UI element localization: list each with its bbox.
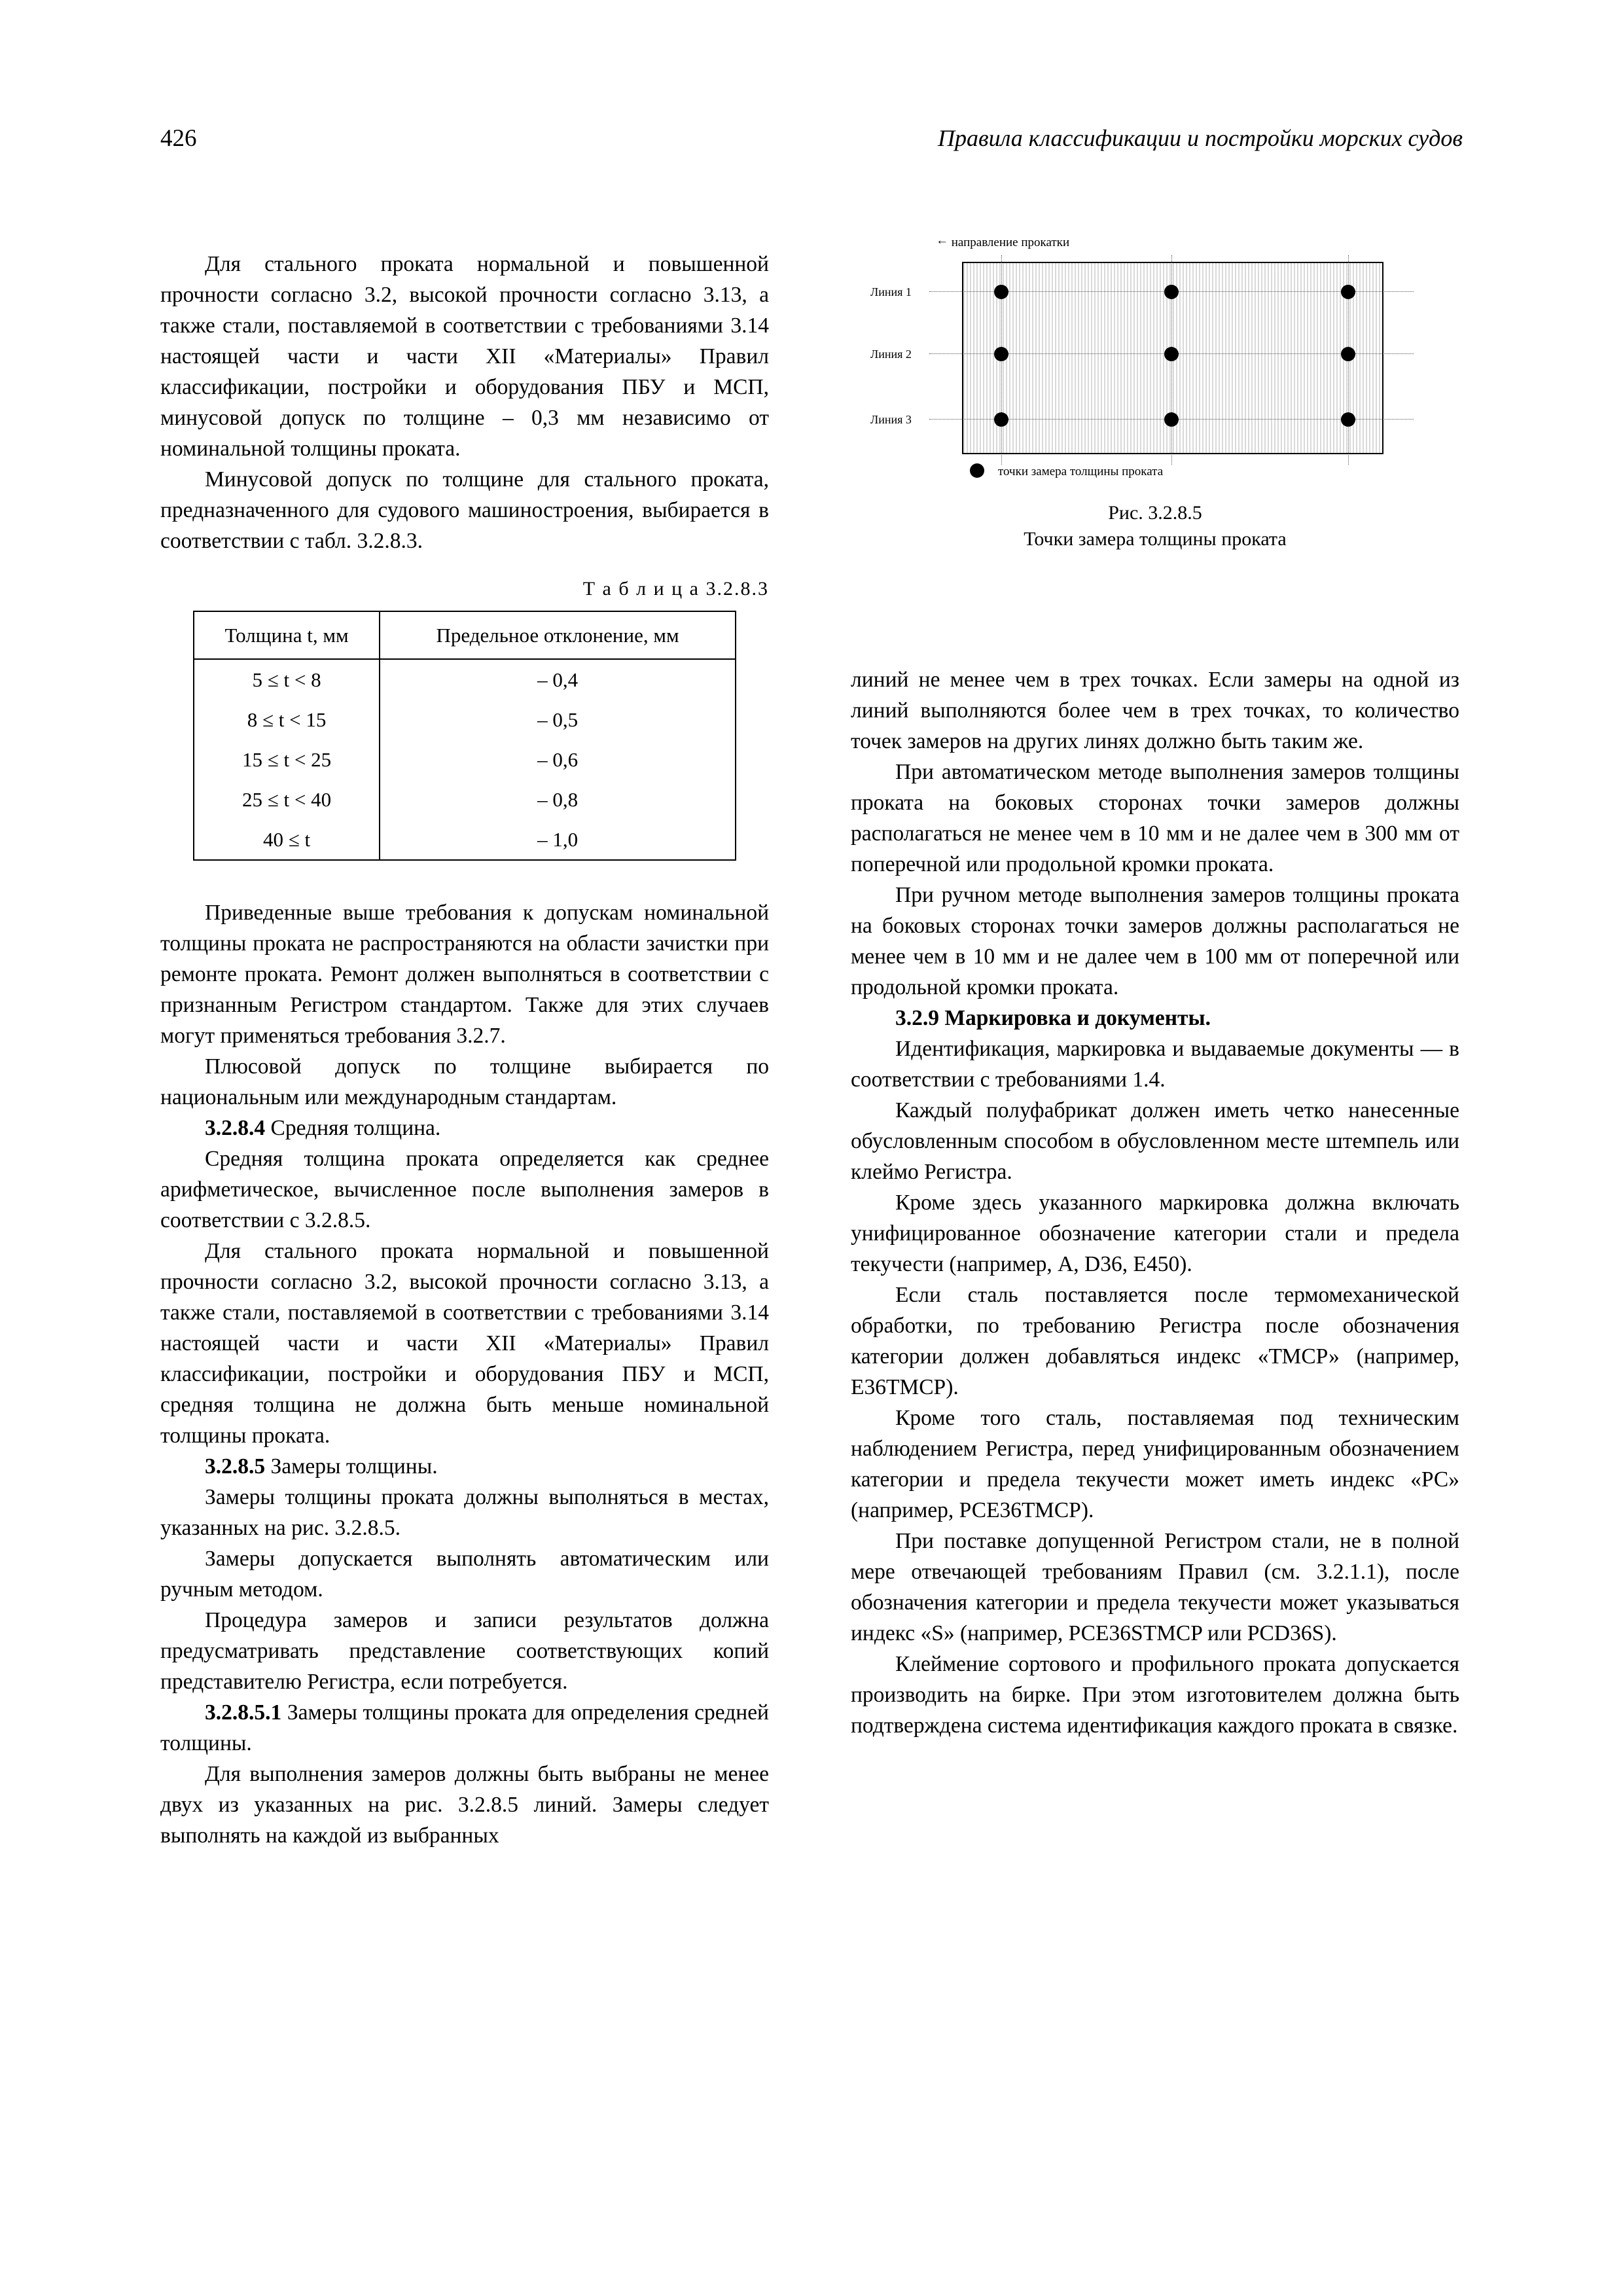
paragraph: Процедура замеров и записи результатов должна предусматривать представление соответствующих копий представителю Регистра, если потребуется. <box>160 1608 769 1694</box>
page-header <box>160 124 1463 152</box>
paragraph: линий не менее чем в трех точках. Если замеры на одной из линий выполняются более чем в трех точках, то количество точек замеров на других линях должно быть таким же. <box>851 668 1459 753</box>
table-header-row <box>194 611 736 659</box>
section-title: Замеры толщины проката для определения средней толщины. <box>160 1700 769 1755</box>
measurement-point <box>994 412 1008 427</box>
paragraph: При ручном методе выполнения замеров толщины проката на боковых сторонах точки замеров должны располагаться не менее чем в 10 мм и не далее чем в 100 мм от поперечной или продольной кромки проката. <box>851 883 1459 999</box>
section-heading-3-2-8-5 <box>160 1451 769 1482</box>
section-heading-3-2-9 <box>851 1003 1459 1033</box>
rolling-direction-label: ← направление прокатки <box>936 234 1070 249</box>
section-number: 3.2.9 <box>895 1006 939 1030</box>
cell-thickness: 5 ≤ t < 8 <box>194 659 380 700</box>
section-title: Средняя толщина. <box>265 1116 441 1140</box>
cell-tolerance: – 1,0 <box>380 819 736 860</box>
right-column <box>851 664 1459 1741</box>
measurement-point <box>1341 285 1355 299</box>
section-number: 3.2.8.4 <box>205 1116 266 1140</box>
paragraph: Каждый полуфабрикат должен иметь четко нанесенные обусловленным способом в обусловленном месте штемпель или клеймо Регистра. <box>851 1098 1459 1184</box>
measurement-point <box>1164 412 1179 427</box>
legend-dot-icon <box>970 463 984 478</box>
cell-thickness: 8 ≤ t < 15 <box>194 700 380 740</box>
figure-caption-text: Точки замера толщины проката <box>1024 528 1287 550</box>
table-caption: Т а б л и ц а 3.2.8.3 <box>582 578 769 600</box>
page-number: 426 <box>160 125 197 152</box>
section-heading-3-2-8-4 <box>160 1113 769 1143</box>
paragraph: Кроме того сталь, поставляемая под техническим наблюдением Регистра, перед унифицированным обозначением категории и предела текучести может иметь индекс «РС» (например, РСЕ36ТМСР). <box>851 1406 1459 1522</box>
paragraph: Кроме здесь указанного маркировка должна включать унифицированное обозначение категории стали и предела текучести (например, A, D36, E450). <box>851 1191 1459 1276</box>
measurement-point <box>1164 285 1179 299</box>
section-number: 3.2.8.5.1 <box>205 1700 282 1725</box>
paragraph: Замеры допускается выполнять автоматическим или ручным методом. <box>160 1547 769 1602</box>
figure-3-2-8-5 <box>851 236 1459 552</box>
figure-caption <box>851 500 1459 552</box>
paragraph: При поставке допущенной Регистром стали, не в полной мере отвечающей требованиям Правил (см. 3.2.1.1), после обозначения категории и предела текучести может указываться индекс «S» (например, РСЕ36STMCP или PCD36S). <box>851 1529 1459 1645</box>
measurement-point <box>1341 412 1355 427</box>
table-row <box>194 700 736 740</box>
paragraph: Средняя толщина проката определяется как среднее арифметическое, вычисленное после выполнения замеров в соответствии с 3.2.8.5. <box>160 1147 769 1232</box>
arrow-left-icon: ← <box>936 234 948 247</box>
measurement-point <box>1164 347 1179 361</box>
cell-tolerance: – 0,6 <box>380 740 736 780</box>
cell-tolerance: – 0,4 <box>380 659 736 700</box>
column-header-tolerance: Предельное отклонение, мм <box>380 611 736 659</box>
paragraph: Замеры толщины проката должны выполняться в местах, указанных на рис. 3.2.8.5. <box>160 1485 769 1540</box>
paragraph: Плюсовой допуск по толщине выбирается по национальным или международным стандартам. <box>160 1054 769 1109</box>
paragraph: При автоматическом методе выполнения замеров толщины проката на боковых сторонах точки замеров должны располагаться не менее чем в 10 мм и не далее чем в 300 мм от поперечной или продольной кромки проката. <box>851 760 1459 876</box>
measurement-point <box>994 347 1008 361</box>
cell-thickness: 40 ≤ t <box>194 819 380 860</box>
paragraph: Клеймение сортового и профильного проката допускается производить на бирке. При этом изготовителем должна быть подтверждена система идентификация каждого проката в связке. <box>851 1652 1459 1738</box>
paragraph: Для стального проката нормальной и повышенной прочности согласно 3.2, высокой прочности согласно 3.13, а также стали, поставляемой в соответствии с требованиями 3.14 настоящей части и части XII «Материалы» Правил классификации, постройки и оборудования ПБУ и МСП, минусовой допуск по толщине – 0,3 мм независимо от номинальной толщины проката. <box>160 252 769 461</box>
measurement-point <box>994 285 1008 299</box>
table-row <box>194 740 736 780</box>
page-title: Правила классификации и постройки морских судов <box>938 125 1463 151</box>
figure-drawing <box>851 255 1459 478</box>
section-number: 3.2.8.5 <box>205 1454 266 1479</box>
section-title: Маркировка и документы. <box>939 1006 1211 1030</box>
line-label-3: Линия 3 <box>870 413 912 426</box>
paragraph: Для стального проката нормальной и повышенной прочности согласно 3.2, высокой прочности согласно 3.13, а также стали, поставляемой в соответствии с требованиями 3.14 настоящей части и части XII «Материалы» Правил классификации, постройки и оборудования ПБУ и МСП, средняя толщина не должна быть меньше номинальной толщины проката. <box>160 1239 769 1448</box>
column-header-thickness: Толщина t, мм <box>194 611 380 659</box>
paragraph: Для выполнения замеров должны быть выбраны не менее двух из указанных на рис. 3.2.8.5 линий. Замеры следует выполнять на каждой из выбранных <box>160 1762 769 1848</box>
figure-legend: точки замера толщины проката <box>998 465 1164 478</box>
section-heading-3-2-8-5-1 <box>160 1697 769 1759</box>
section-title: Замеры толщины. <box>265 1454 438 1479</box>
line-label-2: Линия 2 <box>870 348 912 361</box>
left-column <box>160 249 769 1851</box>
paragraph: Минусовой допуск по толщине для стального проката, предназначенного для судового машиностроения, выбирается в соответствии с табл. 3.2.8.3. <box>160 467 769 553</box>
cell-thickness: 25 ≤ t < 40 <box>194 780 380 819</box>
paragraph: Если сталь поставляется после термомеханической обработки, по требованию Регистра после обозначения категории должен добавляться индекс «ТМСР» (например, E36TMCP). <box>851 1283 1459 1399</box>
table-row <box>194 780 736 819</box>
cell-thickness: 15 ≤ t < 25 <box>194 740 380 780</box>
cell-tolerance: – 0,8 <box>380 780 736 819</box>
table-row <box>194 659 736 700</box>
cell-tolerance: – 0,5 <box>380 700 736 740</box>
line-label-1: Линия 1 <box>870 285 912 298</box>
measurement-point <box>1341 347 1355 361</box>
figure-caption-number: Рис. 3.2.8.5 <box>1108 502 1202 524</box>
paragraph: Приведенные выше требования к допускам номинальной толщины проката не распространяются на области зачистки при ремонте проката. Ремонт должен выполняться в соответствии с признанным Регистром стандартом. Также для этих случаев могут применяться требования 3.2.7. <box>160 901 769 1048</box>
paragraph: Идентификация, маркировка и выдаваемые документы — в соответствии с требованиями 1.4. <box>851 1037 1459 1092</box>
table-row <box>194 819 736 860</box>
thickness-tolerance-table <box>193 611 736 861</box>
